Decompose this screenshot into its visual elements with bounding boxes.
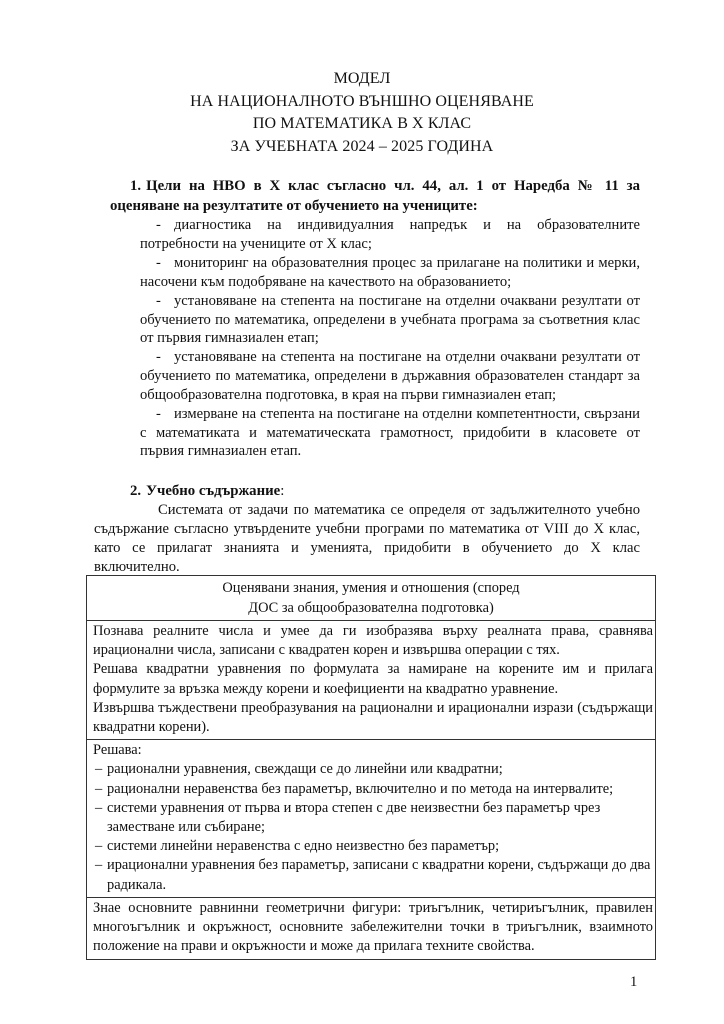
list-item-text: рационални уравнения, свеждащи се до линейни или квадратни; xyxy=(107,761,503,778)
cell-paragraph: Извършва тъждествени преобразувания на рационални и ирационални изрази (съдържащи квадратни корени). xyxy=(93,699,653,736)
list-item xyxy=(93,799,653,837)
list-item-text: системи линейни неравенства с едно неизвестно без параметър; xyxy=(107,838,500,855)
table-header-cell xyxy=(87,576,656,621)
section-heading-text: Учебно съдържание xyxy=(146,483,281,499)
cell-intro: Решава: xyxy=(93,742,142,759)
section-number: 1. xyxy=(130,178,142,194)
assessment-table xyxy=(86,575,656,960)
section-goals xyxy=(110,177,640,461)
title-line-3: ПО МАТЕМАТИКА В X КЛАС xyxy=(252,115,472,132)
table-row xyxy=(87,740,656,898)
list-item xyxy=(93,780,653,799)
dash-marker: – xyxy=(95,838,103,855)
dash-marker: - xyxy=(156,255,161,272)
cell-paragraph: Решава квадратни уравнения по формулата за намиране на корените им и прилага формулите за връзка между корени и коефициенти на квадратно уравнение. xyxy=(93,661,653,697)
section-goals-heading xyxy=(110,177,640,216)
header-line-1: Оценявани знания, умения и отношения (според xyxy=(222,580,520,596)
table-cell: Знае основните равнинни геометрични фигури: триъгълник, четириъгълник, правилен многоъгълник и окръжност, основните забележителни точки в триъгълник, взаимното положение на прави и окръжности и може да прилага техните свойства. xyxy=(87,897,656,959)
section-number: 2. xyxy=(130,483,142,499)
table-header-row xyxy=(87,576,656,621)
dash-marker: - xyxy=(156,217,161,234)
heading-colon: : xyxy=(280,483,285,499)
page-number: 1 xyxy=(630,974,638,990)
header-line-2: ДОС за общообразователна подготовка) xyxy=(248,599,494,616)
list-item-text: ирационални уравнения без параметър, записани с квадратни корени, съдържащи до два радикала. xyxy=(107,857,651,893)
table-cell xyxy=(87,740,656,898)
list-item xyxy=(93,856,653,894)
title-line-1: МОДЕЛ xyxy=(333,70,391,87)
list-item-text: рационални неравенства без параметър, включително и по метода на интервалите; xyxy=(107,780,614,797)
list-item-text: измерване на степента на постигане на отделни компетентности, свързани с математиката и математическата грамотност, придобити в класовете от първия гимназиален етап. xyxy=(140,405,640,460)
list-item xyxy=(93,760,653,779)
list-item-text: мониторинг на образователния процес за прилагане на политики и мерки, насочени към подобряване на качеството на образованието; xyxy=(140,255,640,290)
section-content-paragraph: Системата от задачи по математика се определя от задължителното учебно съдържание съгласно утвърдените учебни програми по математика от VIII до X клас, като се прилагат знанията и уменията, придобити в обучението до X клас включително. xyxy=(94,502,640,575)
dash-marker: – xyxy=(95,857,103,874)
list-item xyxy=(140,216,640,253)
dash-marker: - xyxy=(156,349,161,366)
dash-marker: – xyxy=(95,799,103,816)
dash-marker: - xyxy=(156,405,161,422)
section-heading-text: Цели на НВО в X клас съгласно чл. 44, ал. 1 от Наредба № 11 за оценяване на резултатите от обучението на учениците: xyxy=(110,178,640,214)
title-line-4: ЗА УЧЕБНАТА 2024 – 2025 ГОДИНА xyxy=(230,137,494,155)
title-line-2: НА НАЦИОНАЛНОТО ВЪНШНО ОЦЕНЯВАНЕ xyxy=(190,92,534,110)
solves-list xyxy=(93,760,653,894)
list-item xyxy=(140,254,640,291)
list-item xyxy=(93,837,653,856)
list-item-text: системи уравнения от първа и втора степен с две неизвестни без параметър чрез заместване или събиране; xyxy=(107,799,601,836)
section-content-heading xyxy=(86,482,640,501)
list-item-text: установяване на степента на постигане на отделни очаквани резултати от обучението по математика, определени в държавния образователен стандарт за общообразователна подготовка, в края на първи гимназиален етап; xyxy=(140,349,640,403)
table-row xyxy=(87,897,656,959)
list-item-text: диагностика на индивидуалния напредък и на образователните потребности на учениците от X клас; xyxy=(140,217,640,253)
dash-marker: - xyxy=(156,292,161,309)
cell-paragraph: Познава реалните числа и умее да ги изобразява върху реалната права, сравнява ирационални числа, записани с квадратен корен и извършва операции с тях. xyxy=(93,623,653,659)
dash-marker: – xyxy=(95,761,103,778)
document-title xyxy=(0,68,724,158)
list-item-text: установяване на степента на постигане на отделни очаквани резултати от обучението по математика, определени в учебната програма за съответния клас от първия гимназиален етап; xyxy=(140,292,640,347)
dash-marker: – xyxy=(95,780,103,797)
table-cell xyxy=(87,621,656,740)
goals-list xyxy=(110,216,640,461)
list-item xyxy=(140,348,640,404)
list-item xyxy=(140,405,640,461)
list-item xyxy=(140,292,640,348)
table-row xyxy=(87,621,656,740)
section-content xyxy=(86,482,640,577)
